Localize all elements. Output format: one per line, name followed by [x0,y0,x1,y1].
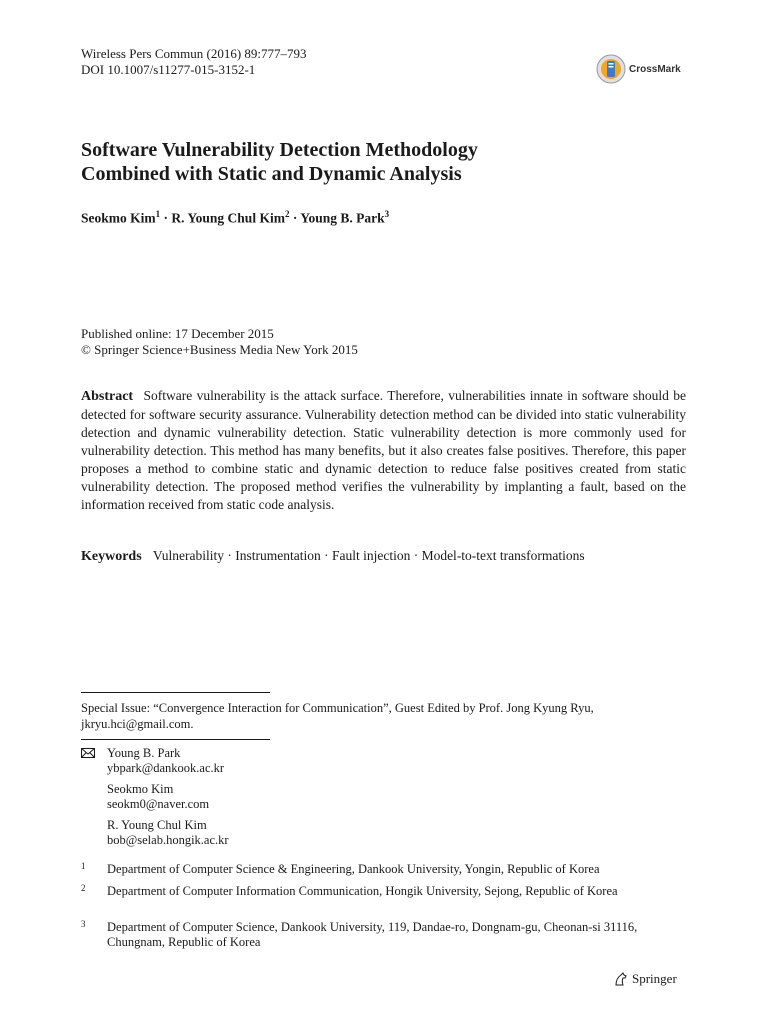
abstract-text: Software vulnerability is the attack surface. Therefore, vulnerabilities innate in software should be detected for software security assurance. Vulnerability detection method can be divided into static vulnerability detection and dynamic vulnerability detection. Static vulnerability detection is more commonly used for vulnerability detection. This method has many benefits, but it also creates false positives. Therefore, this paper proposes a method to combine static and dynamic detection to reduce false positives created from static vulnerability detection. The proposed method verifies the vulnerability by implanting a fault, based on the information received from static code analysis. [81,388,686,512]
author-separator: · [163,210,169,226]
contact-name: R. Young Chul Kim [107,818,207,832]
author-name: R. Young Chul Kim [171,210,285,226]
abstract [81,387,686,514]
affiliation-text: Department of Computer Science & Engineering, Dankook University, Yongin, Republic of Korea [107,862,600,876]
author-affiliation-marker: 2 [284,209,290,219]
contact-entry [107,782,209,812]
copyright-notice: © Springer Science+Business Media New York 2015 [81,342,358,357]
publication-info [81,326,358,358]
abstract-label: Abstract [81,389,134,404]
title-line-2: Combined with Static and Dynamic Analysis [81,163,462,185]
contact-name: Seokmo Kim [107,782,174,796]
author-separator: · [292,210,298,226]
springer-horse-icon [613,971,629,987]
footnote-divider [81,692,270,693]
contact-name: Young B. Park [107,746,181,760]
author-contacts [81,746,686,851]
keywords-label: Keywords [81,549,142,564]
contact-email[interactable]: seokm0@naver.com [107,797,210,811]
contact-entry [107,746,224,776]
contact-entry [107,818,229,848]
special-issue-note: Special Issue: “Convergence Interaction for Communication”, Guest Edited by Prof. Jong Kyung Ryu, jkryu.hci@gmail.com. [81,701,594,731]
envelope-icon [81,748,95,758]
keywords [81,547,686,566]
author-name: Seokmo Kim [81,210,156,226]
journal-header [81,46,307,78]
affiliation-number: 3 [81,919,86,929]
crossmark-label: CrossMark [629,63,681,75]
keywords-text: Vulnerability · Instrumentation · Fault injection · Model-to-text transformations [152,548,585,563]
published-date: Published online: 17 December 2015 [81,326,274,341]
journal-citation: Wireless Pers Commun (2016) 89:777–793 [81,46,307,61]
crossmark-icon [596,54,626,84]
contact-email[interactable]: bob@selab.hongik.ac.kr [107,833,229,847]
affiliation-text: Department of Computer Information Communication, Hongik University, Sejong, Republic of Korea [107,884,618,898]
author-list [81,209,389,227]
title-line-1: Software Vulnerability Detection Methodology [81,139,478,161]
contact-divider [81,739,270,740]
crossmark-badge[interactable] [596,52,686,86]
doi[interactable]: DOI 10.1007/s11277-015-3152-1 [81,62,256,77]
affiliation-text: Department of Computer Science, Dankook University, 119, Dandae-ro, Dongnam-gu, Cheonan-si 31116, Chungnam, Republic of Korea [107,920,638,949]
author-name: Young B. Park [300,210,385,226]
affiliation-number: 1 [81,861,86,871]
author-affiliation-marker: 1 [155,209,161,219]
springer-label: Springer [632,971,677,986]
springer-logo [613,971,677,987]
author-affiliation-marker: 3 [384,209,390,219]
paper-title [81,138,681,186]
contact-email[interactable]: ybpark@dankook.ac.kr [107,761,225,775]
affiliation-number: 2 [81,883,86,893]
